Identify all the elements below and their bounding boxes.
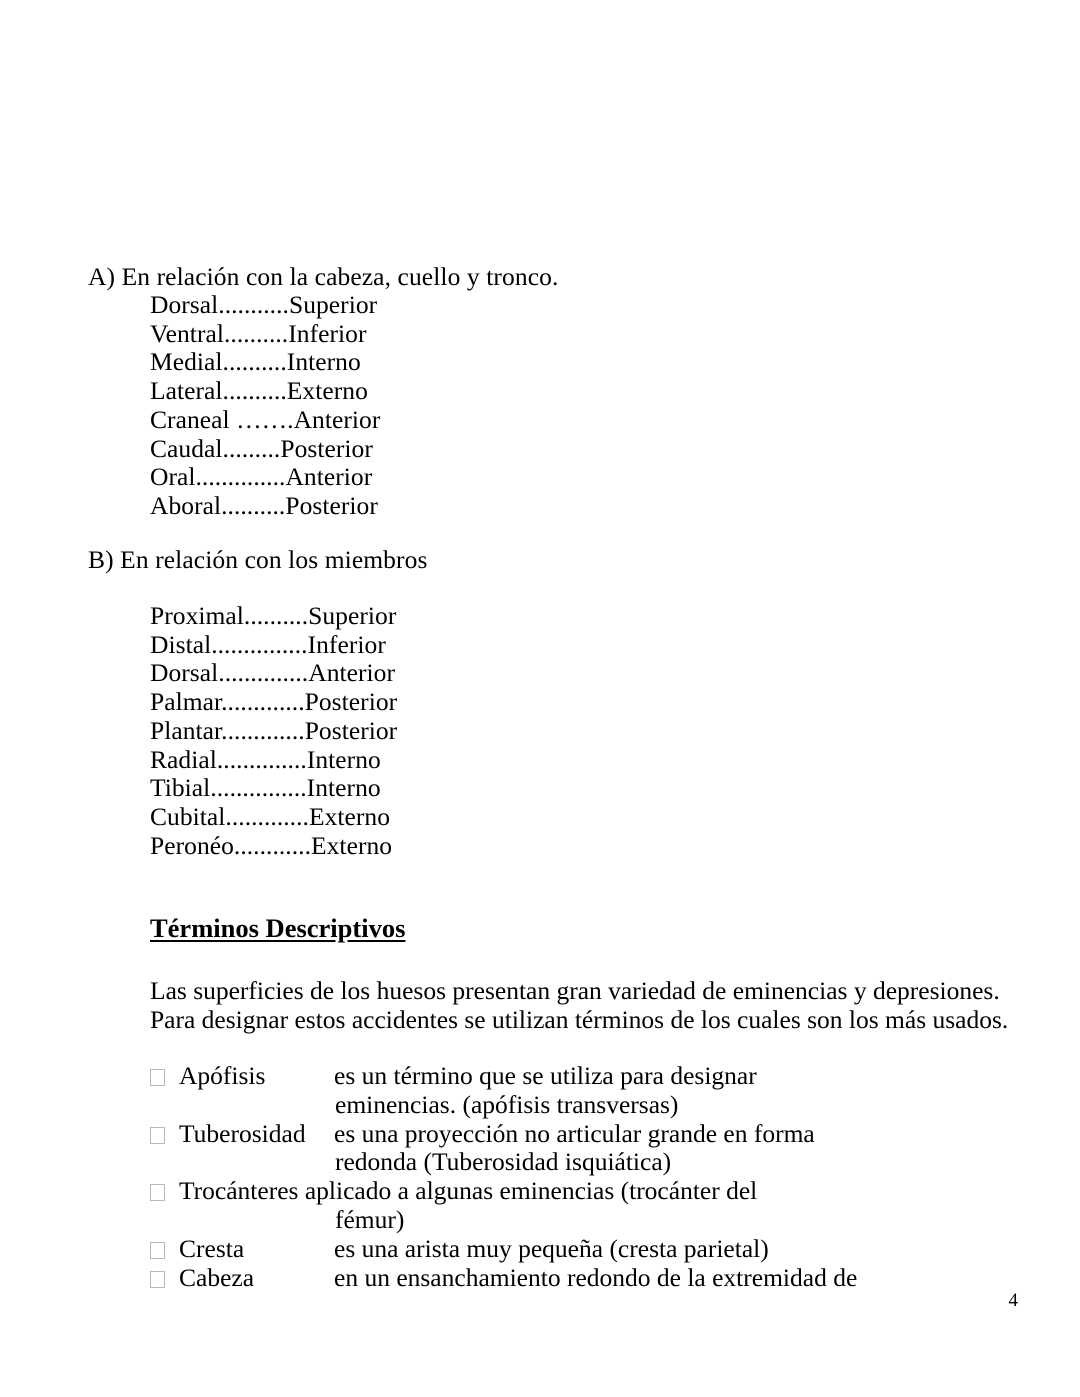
section-a-term-pair: Lateral..........Externo bbox=[150, 376, 368, 406]
descriptive-terms-heading: Términos Descriptivos bbox=[150, 913, 406, 943]
definition-continuation: redonda (Tuberosidad isquiática) bbox=[335, 1147, 672, 1177]
section-a-term-pair: Medial..........Interno bbox=[150, 347, 361, 377]
definition-item bbox=[150, 1062, 1030, 1120]
section-b-term-list bbox=[150, 602, 397, 860]
section-a-term-pair: Oral..............Anterior bbox=[150, 462, 373, 492]
definition-term: Trocánteres bbox=[179, 1176, 299, 1206]
page-number: 4 bbox=[1008, 1290, 1018, 1311]
definition-row bbox=[150, 1062, 1030, 1091]
section-a-term-list bbox=[150, 291, 380, 521]
empty-square-bullet-icon bbox=[150, 1069, 165, 1086]
empty-square-bullet-icon bbox=[150, 1184, 165, 1201]
section-a-term-pair: Dorsal...........Superior bbox=[150, 290, 378, 319]
section-b-term-pair: Proximal..........Superior bbox=[150, 601, 397, 630]
definition-item bbox=[150, 1120, 1030, 1178]
intro-line-2: Para designar estos accidentes se utilizan términos de los cuales son los más usados. bbox=[150, 1004, 1009, 1034]
definition-description: es una arista muy pequeña (cresta parietal) bbox=[334, 1233, 769, 1263]
definition-item bbox=[150, 1177, 1030, 1235]
section-b-term-pair: Peronéo............Externo bbox=[150, 830, 393, 860]
definition-description: aplicado a algunas eminencias (trocánter del bbox=[298, 1176, 758, 1206]
definition-term: Cabeza bbox=[179, 1262, 255, 1292]
descriptive-intro-paragraph bbox=[150, 977, 1010, 1035]
definition-item bbox=[150, 1235, 1030, 1264]
section-a-heading: A) En relación con la cabeza, cuello y tronco. bbox=[88, 262, 559, 291]
section-b-term-pair: Radial..............Interno bbox=[150, 744, 381, 774]
definition-term: Cresta bbox=[179, 1233, 245, 1263]
definition-term: Apófisis bbox=[179, 1061, 266, 1090]
definition-continuation: eminencias. (apófisis transversas) bbox=[335, 1089, 679, 1119]
section-b-term-pair: Palmar.............Posterior bbox=[150, 687, 398, 717]
section-b-term-pair: Dorsal..............Anterior bbox=[150, 658, 396, 688]
definition-continuation: fémur) bbox=[335, 1204, 405, 1234]
empty-square-bullet-icon bbox=[150, 1242, 165, 1259]
empty-square-bullet-icon bbox=[150, 1127, 165, 1144]
definition-term: Tuberosidad bbox=[179, 1118, 306, 1148]
section-b-term-pair: Cubital.............Externo bbox=[150, 801, 391, 831]
section-b-heading: B) En relación con los miembros bbox=[88, 545, 428, 574]
empty-square-bullet-icon bbox=[150, 1271, 165, 1288]
definition-description: es una proyección no articular grande en forma bbox=[334, 1118, 815, 1148]
definition-item bbox=[150, 1264, 1030, 1293]
section-b-term-pair: Tibial...............Interno bbox=[150, 773, 381, 803]
section-a-term-pair: Aboral..........Posterior bbox=[150, 490, 378, 520]
section-a-term-pair: Craneal …….Anterior bbox=[150, 404, 381, 434]
section-b-term-pair: Distal...............Inferior bbox=[150, 629, 386, 659]
descriptive-definition-list bbox=[150, 1062, 1030, 1292]
section-b-term-pair: Plantar.............Posterior bbox=[150, 715, 398, 745]
definition-row bbox=[150, 1120, 1030, 1149]
section-a-term-pair: Caudal.........Posterior bbox=[150, 433, 373, 463]
definition-row bbox=[150, 1264, 1030, 1293]
intro-line-1: Las superficies de los huesos presentan gran variedad de eminencias y depresiones. bbox=[150, 976, 1000, 1005]
definition-row bbox=[150, 1235, 1030, 1264]
section-a-term-pair: Ventral..........Inferior bbox=[150, 318, 367, 348]
definition-description: es un término que se utiliza para designar bbox=[334, 1061, 757, 1090]
definition-row bbox=[150, 1177, 1030, 1206]
definition-description: en un ensanchamiento redondo de la extremidad de bbox=[334, 1262, 858, 1292]
